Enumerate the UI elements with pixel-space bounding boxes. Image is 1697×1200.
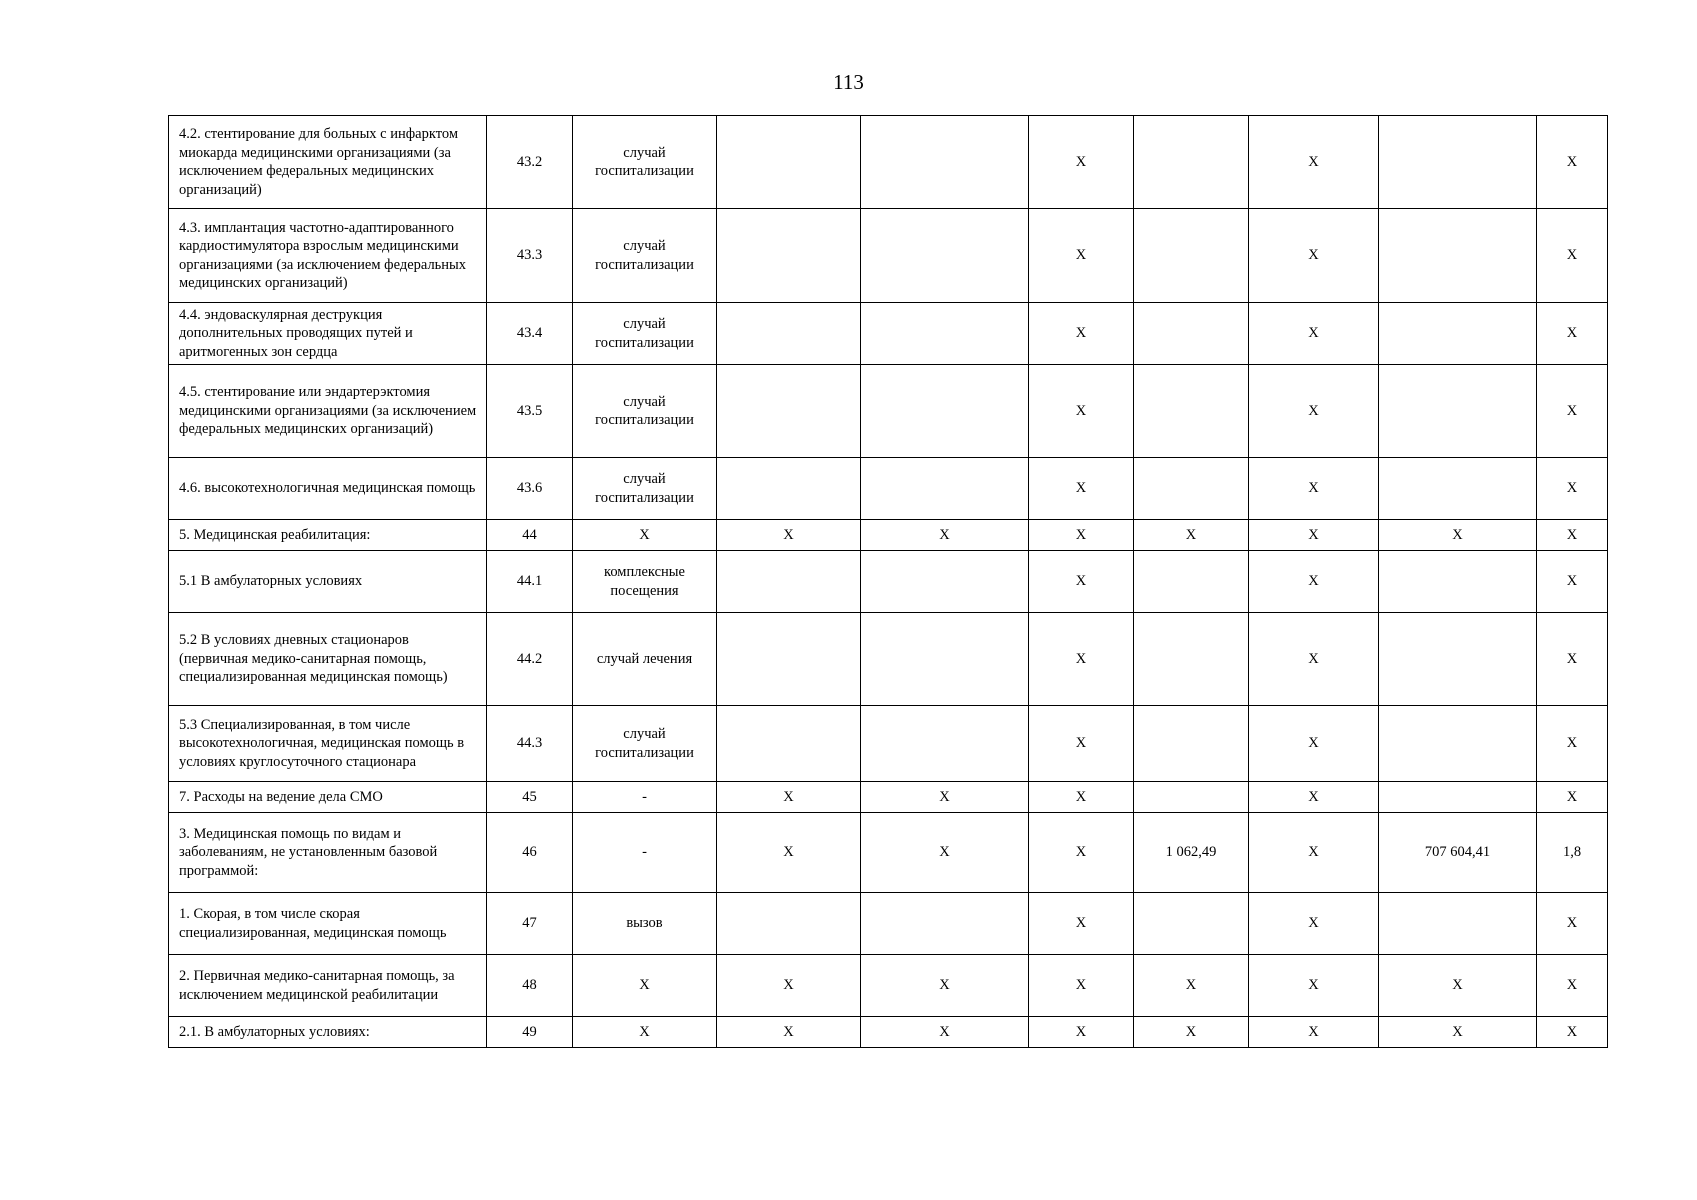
col9-cell [1379, 209, 1537, 303]
col5-cell [861, 706, 1029, 782]
col8-cell: X [1249, 303, 1379, 365]
col4-cell: X [717, 520, 861, 551]
table-row [169, 706, 1608, 782]
col10-cell: X [1537, 706, 1608, 782]
col8-cell: X [1249, 955, 1379, 1017]
col9-cell [1379, 303, 1537, 365]
row-unit-cell: - [573, 813, 717, 893]
col4-cell [717, 893, 861, 955]
col8-cell: X [1249, 813, 1379, 893]
col9-cell: X [1379, 955, 1537, 1017]
col5-cell [861, 116, 1029, 209]
table-row [169, 613, 1608, 706]
col7-cell: 1 062,49 [1134, 813, 1249, 893]
col7-cell [1134, 365, 1249, 458]
col4-cell [717, 303, 861, 365]
col10-cell: X [1537, 365, 1608, 458]
col10-cell: X [1537, 1017, 1608, 1048]
col10-cell: X [1537, 116, 1608, 209]
row-unit-cell: случай госпитализации [573, 458, 717, 520]
row-code-cell: 44.1 [487, 551, 573, 613]
col5-cell: X [861, 520, 1029, 551]
col5-cell: X [861, 1017, 1029, 1048]
table-row [169, 365, 1608, 458]
row-name-cell: 4.2. стентирование для больных с инфарктом миокарда медицинскими организациями (за исключением федеральных медицинских организаций) [169, 116, 487, 209]
col9-cell: X [1379, 1017, 1537, 1048]
col7-cell: X [1134, 520, 1249, 551]
row-unit-cell: случай госпитализации [573, 116, 717, 209]
col7-cell [1134, 303, 1249, 365]
col4-cell [717, 458, 861, 520]
row-code-cell: 43.2 [487, 116, 573, 209]
col7-cell: X [1134, 955, 1249, 1017]
table-row [169, 303, 1608, 365]
row-unit-cell: - [573, 782, 717, 813]
row-name-cell: 5. Медицинская реабилитация: [169, 520, 487, 551]
col6-cell: X [1029, 613, 1134, 706]
col4-cell [717, 551, 861, 613]
col8-cell: X [1249, 458, 1379, 520]
col8-cell: X [1249, 1017, 1379, 1048]
col9-cell [1379, 613, 1537, 706]
table-row [169, 116, 1608, 209]
col5-cell [861, 613, 1029, 706]
col6-cell: X [1029, 893, 1134, 955]
row-name-cell: 5.2 В условиях дневных стационаров (первичная медико-санитарная помощь, специализированная медицинская помощь) [169, 613, 487, 706]
col8-cell: X [1249, 209, 1379, 303]
row-code-cell: 44 [487, 520, 573, 551]
col7-cell [1134, 782, 1249, 813]
row-name-cell: 4.5. стентирование или эндартерэктомия медицинскими организациями (за исключением федеральных медицинских организаций) [169, 365, 487, 458]
col4-cell: X [717, 813, 861, 893]
row-unit-cell: X [573, 1017, 717, 1048]
col10-cell: X [1537, 458, 1608, 520]
col6-cell: X [1029, 365, 1134, 458]
col4-cell [717, 209, 861, 303]
col10-cell: X [1537, 893, 1608, 955]
col5-cell [861, 458, 1029, 520]
col7-cell [1134, 116, 1249, 209]
row-code-cell: 49 [487, 1017, 573, 1048]
col6-cell: X [1029, 116, 1134, 209]
col4-cell: X [717, 782, 861, 813]
col8-cell: X [1249, 782, 1379, 813]
row-code-cell: 47 [487, 893, 573, 955]
row-unit-cell: X [573, 520, 717, 551]
col6-cell: X [1029, 520, 1134, 551]
col6-cell: X [1029, 706, 1134, 782]
col5-cell: X [861, 955, 1029, 1017]
col6-cell: X [1029, 782, 1134, 813]
row-name-cell: 7. Расходы на ведение дела СМО [169, 782, 487, 813]
col4-cell [717, 365, 861, 458]
col6-cell: X [1029, 955, 1134, 1017]
row-code-cell: 45 [487, 782, 573, 813]
table-row [169, 893, 1608, 955]
col10-cell: X [1537, 520, 1608, 551]
col6-cell: X [1029, 1017, 1134, 1048]
col6-cell: X [1029, 209, 1134, 303]
col9-cell: X [1379, 520, 1537, 551]
data-table [168, 115, 1608, 1048]
row-code-cell: 43.6 [487, 458, 573, 520]
col7-cell [1134, 551, 1249, 613]
row-unit-cell: комплексные посещения [573, 551, 717, 613]
col9-cell [1379, 706, 1537, 782]
col8-cell: X [1249, 116, 1379, 209]
col10-cell: X [1537, 782, 1608, 813]
table-row [169, 813, 1608, 893]
col7-cell [1134, 209, 1249, 303]
col10-cell: X [1537, 209, 1608, 303]
col9-cell: 707 604,41 [1379, 813, 1537, 893]
row-name-cell: 4.3. имплантация частотно-адаптированного кардиостимулятора взрослым медицинскими организациями (за исключением федеральных медицинских организаций) [169, 209, 487, 303]
row-unit-cell: случай госпитализации [573, 706, 717, 782]
col4-cell: X [717, 1017, 861, 1048]
col7-cell: X [1134, 1017, 1249, 1048]
col9-cell [1379, 551, 1537, 613]
row-name-cell: 4.6. высокотехнологичная медицинская помощь [169, 458, 487, 520]
col5-cell: X [861, 813, 1029, 893]
col7-cell [1134, 458, 1249, 520]
col7-cell [1134, 613, 1249, 706]
row-code-cell: 46 [487, 813, 573, 893]
col9-cell [1379, 116, 1537, 209]
col10-cell: X [1537, 551, 1608, 613]
col5-cell [861, 551, 1029, 613]
row-name-cell: 5.3 Специализированная, в том числе высокотехнологичная, медицинская помощь в условиях круглосуточного стационара [169, 706, 487, 782]
table-row [169, 458, 1608, 520]
row-unit-cell: вызов [573, 893, 717, 955]
col5-cell: X [861, 782, 1029, 813]
col8-cell: X [1249, 551, 1379, 613]
table-row [169, 955, 1608, 1017]
table-body [169, 116, 1608, 1048]
row-unit-cell: X [573, 955, 717, 1017]
col10-cell: X [1537, 303, 1608, 365]
row-code-cell: 43.3 [487, 209, 573, 303]
col9-cell [1379, 782, 1537, 813]
col4-cell [717, 613, 861, 706]
col10-cell: X [1537, 613, 1608, 706]
col5-cell [861, 209, 1029, 303]
table-row [169, 209, 1608, 303]
col8-cell: X [1249, 365, 1379, 458]
row-name-cell: 2. Первичная медико-санитарная помощь, за исключением медицинской реабилитации [169, 955, 487, 1017]
row-unit-cell: случай госпитализации [573, 365, 717, 458]
row-name-cell: 5.1 В амбулаторных условиях [169, 551, 487, 613]
row-code-cell: 43.4 [487, 303, 573, 365]
row-name-cell: 4.4. эндоваскулярная деструкция дополнительных проводящих путей и аритмогенных зон сердца [169, 303, 487, 365]
col7-cell [1134, 893, 1249, 955]
row-name-cell: 2.1. В амбулаторных условиях: [169, 1017, 487, 1048]
col5-cell [861, 365, 1029, 458]
col7-cell [1134, 706, 1249, 782]
col8-cell: X [1249, 706, 1379, 782]
row-name-cell: 3. Медицинская помощь по видам и заболеваниям, не установленным базовой программой: [169, 813, 487, 893]
table-row [169, 520, 1608, 551]
table-row [169, 782, 1608, 813]
row-unit-cell: случай госпитализации [573, 303, 717, 365]
row-unit-cell: случай лечения [573, 613, 717, 706]
row-code-cell: 43.5 [487, 365, 573, 458]
col6-cell: X [1029, 813, 1134, 893]
col6-cell: X [1029, 551, 1134, 613]
col4-cell [717, 116, 861, 209]
table-row [169, 551, 1608, 613]
row-code-cell: 48 [487, 955, 573, 1017]
col6-cell: X [1029, 458, 1134, 520]
col4-cell [717, 706, 861, 782]
row-name-cell: 1. Скорая, в том числе скорая специализированная, медицинская помощь [169, 893, 487, 955]
col8-cell: X [1249, 613, 1379, 706]
col10-cell: X [1537, 955, 1608, 1017]
col8-cell: X [1249, 893, 1379, 955]
col4-cell: X [717, 955, 861, 1017]
row-code-cell: 44.2 [487, 613, 573, 706]
col9-cell [1379, 365, 1537, 458]
col5-cell [861, 893, 1029, 955]
row-code-cell: 44.3 [487, 706, 573, 782]
row-unit-cell: случай госпитализации [573, 209, 717, 303]
col8-cell: X [1249, 520, 1379, 551]
table-row [169, 1017, 1608, 1048]
col9-cell [1379, 893, 1537, 955]
col9-cell [1379, 458, 1537, 520]
col6-cell: X [1029, 303, 1134, 365]
page-number: 113 [833, 70, 864, 94]
col5-cell [861, 303, 1029, 365]
col10-cell: 1,8 [1537, 813, 1608, 893]
